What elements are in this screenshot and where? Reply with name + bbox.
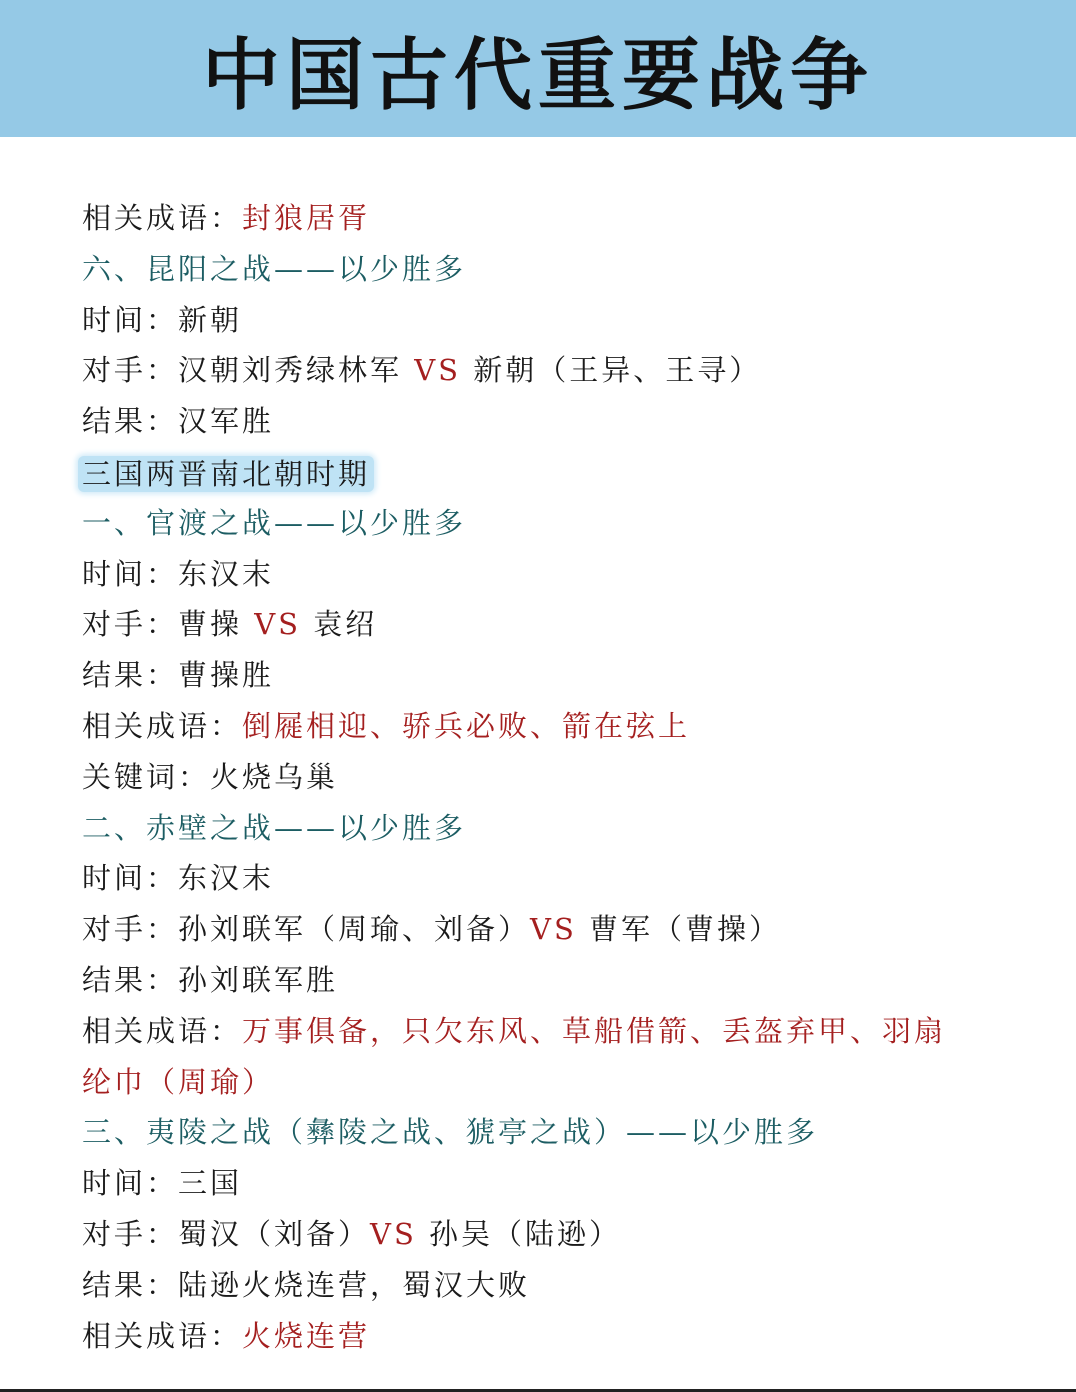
time-line (82, 549, 1012, 600)
result-line (82, 650, 1012, 701)
opponents-line (82, 904, 1012, 955)
line-label: 时间： (82, 1166, 179, 1201)
line-value: 东汉末 (178, 556, 275, 591)
title-banner (0, 0, 1076, 137)
idiom-line (82, 1006, 1012, 1057)
idiom-value: 封狼居胥 (242, 201, 371, 235)
idiom-continuation: 纶巾（周瑜） (82, 1064, 275, 1099)
vs-mark: VS (254, 607, 302, 642)
idiom-line (82, 193, 1012, 244)
line-value: 新朝 (178, 302, 243, 337)
line-label: 相关成语： (82, 201, 243, 235)
side-a: 孙刘联军（周瑜、刘备） (178, 912, 531, 947)
vs-mark: VS (530, 912, 577, 947)
result-line (82, 396, 1012, 447)
side-a: 曹操 (178, 607, 255, 642)
line-value: 三国 (178, 1166, 243, 1201)
line-label: 对手： (82, 353, 179, 388)
line-value: 火烧乌巢 (210, 759, 339, 794)
side-a: 汉朝刘秀绿林军 (178, 353, 415, 388)
time-line (82, 295, 1012, 346)
side-a: 蜀汉（刘备） (178, 1216, 371, 1251)
battle-heading-yiling: 三、夷陵之战（彝陵之战、猇亭之战）——以少胜多 (82, 1115, 819, 1150)
page-title: 中国古代重要战争 (201, 30, 874, 121)
idiom-value: 倒屣相迎、骄兵必败、箭在弦上 (242, 708, 691, 743)
opponents-line (82, 345, 1012, 396)
idiom-line (82, 701, 1012, 752)
result-line (82, 1260, 1012, 1311)
side-b: 曹军（曹操） (576, 912, 782, 947)
line-label: 对手： (82, 607, 179, 642)
document-body (82, 193, 1012, 1361)
line-label: 对手： (82, 912, 179, 947)
line-value: 陆逊火烧连营，蜀汉大败 (178, 1267, 531, 1302)
line-label: 结果： (82, 962, 179, 997)
idiom-value: 火烧连营 (242, 1318, 371, 1353)
side-b: 孙吴（陆逊） (416, 1216, 622, 1251)
line-label: 时间： (82, 861, 179, 896)
line-label: 相关成语： (82, 1013, 243, 1048)
idiom-value: 万事俱备，只欠东风、草船借箭、丢盔弃甲、羽扇 (242, 1013, 947, 1048)
line-value: 曹操胜 (178, 658, 275, 693)
line-value: 孙刘联军胜 (178, 962, 339, 997)
vs-mark: VS (414, 353, 462, 388)
line-label: 时间： (82, 556, 179, 591)
time-line (82, 853, 1012, 904)
battle-heading-chibi: 二、赤壁之战——以少胜多 (82, 810, 467, 845)
line-label: 时间： (82, 302, 179, 337)
line-label: 相关成语： (82, 1318, 243, 1353)
keyword-line (82, 752, 1012, 803)
idiom-line (82, 1311, 1012, 1362)
battle-heading-guandu: 一、官渡之战——以少胜多 (82, 505, 467, 540)
section-row (82, 447, 1012, 498)
line-label: 结果： (82, 404, 179, 439)
result-line (82, 955, 1012, 1006)
side-b: 袁绍 (301, 607, 378, 642)
line-label: 对手： (82, 1216, 179, 1251)
opponents-line (82, 599, 1012, 650)
line-label: 结果： (82, 1267, 179, 1302)
vs-mark: VS (370, 1216, 417, 1251)
time-line (82, 1158, 1012, 1209)
side-b: 新朝（王异、王寻） (461, 353, 762, 388)
section-badge: 三国两晋南北朝时期 (78, 456, 374, 492)
line-value: 汉军胜 (178, 404, 275, 439)
line-label: 相关成语： (82, 708, 243, 743)
line-label: 结果： (82, 658, 179, 693)
line-value: 东汉末 (178, 861, 275, 896)
line-label: 关键词： (82, 759, 211, 794)
opponents-line (82, 1209, 1012, 1260)
battle-heading-kunyang: 六、昆阳之战——以少胜多 (82, 251, 467, 286)
